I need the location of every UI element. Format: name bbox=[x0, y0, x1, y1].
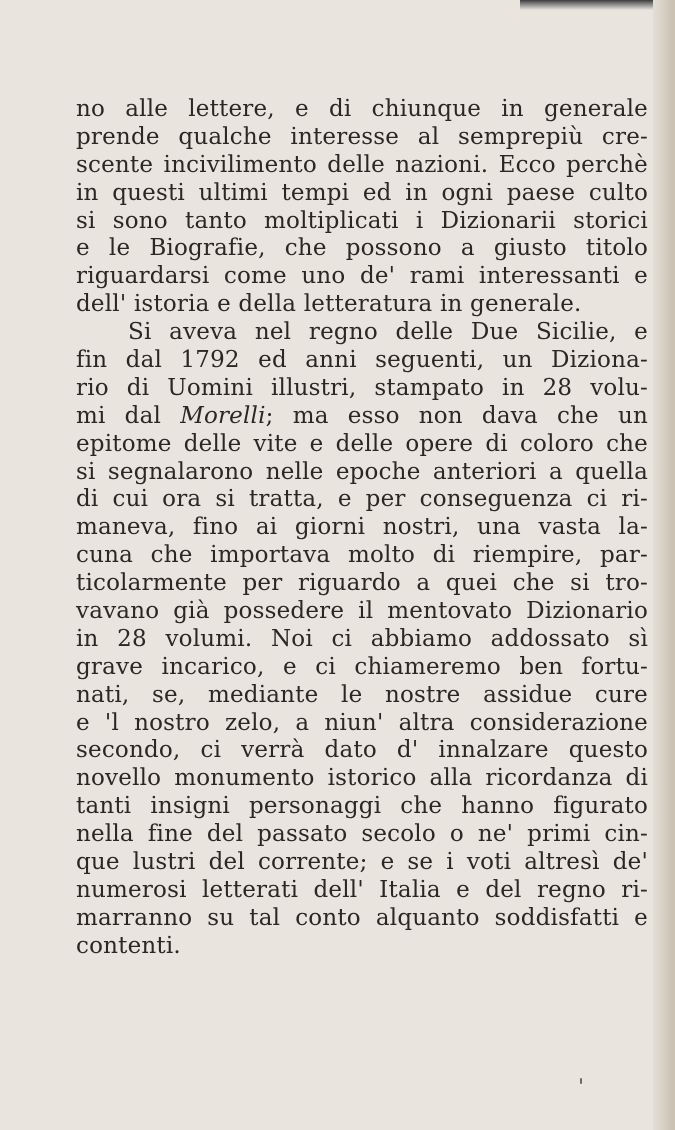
text-line: si sono tanto moltiplicati i Dizionarii storici bbox=[76, 207, 648, 234]
text-fragment: mi dal bbox=[76, 402, 181, 429]
text-line: no alle lettere, e di chiunque in generale bbox=[76, 96, 648, 122]
text-line: dell' istoria e della letteratura in generale. bbox=[76, 291, 582, 318]
page-speck bbox=[580, 1078, 582, 1084]
text-line: que lustri del corrente; e se i voti altresì de' bbox=[76, 849, 648, 876]
text-line bbox=[76, 403, 648, 431]
text-line: si segnalarono nelle epoche anteriori a quella bbox=[76, 458, 648, 485]
text-line: novello monumento istorico alla ricordanza di bbox=[76, 765, 648, 792]
page-right-edge bbox=[653, 0, 675, 1130]
text-line: secondo, ci verrà dato d' innalzare questo bbox=[76, 737, 648, 764]
text-line: marranno su tal conto alquanto soddisfatti e bbox=[76, 904, 648, 931]
text-line: tanti insigni personaggi che hanno figurato bbox=[76, 793, 648, 820]
text-line: grave incarico, e ci chiameremo ben fortu- bbox=[76, 653, 648, 680]
text-line: fin dal 1792 ed anni seguenti, un Diziona- bbox=[76, 347, 648, 374]
body-text bbox=[76, 96, 648, 961]
text-line: e 'l nostro zelo, a niun' altra considerazione bbox=[76, 709, 648, 736]
text-line: cuna che importava molto di riempire, par- bbox=[76, 542, 648, 569]
text-line: rio di Uomini illustri, stampato in 28 volu- bbox=[76, 374, 648, 401]
text-line: contenti. bbox=[76, 932, 181, 959]
text-line: nati, se, mediante le nostre assidue cure bbox=[76, 681, 648, 708]
top-edge-shadow bbox=[520, 0, 675, 10]
text-line: prende qualche interesse al semprepiù cre- bbox=[76, 123, 648, 150]
text-line: vavano già possedere il mentovato Dizionario bbox=[76, 598, 648, 625]
text-line: in 28 volumi. Noi ci abbiamo addossato sì bbox=[76, 625, 648, 652]
italic-name: Morelli bbox=[180, 402, 266, 429]
text-line: numerosi letterati dell' Italia e del regno ri- bbox=[76, 876, 648, 903]
text-line: maneva, fino ai giorni nostri, una vasta la- bbox=[76, 514, 648, 541]
text-line: scente incivilimento delle nazioni. Ecco perchè bbox=[76, 151, 648, 178]
text-line: ticolarmente per riguardo a quei che si tro- bbox=[76, 570, 648, 597]
text-line: in questi ultimi tempi ed in ogni paese culto bbox=[76, 179, 648, 206]
text-line: nella fine del passato secolo o ne' primi cin- bbox=[76, 821, 648, 848]
text-line: epitome delle vite e delle opere di coloro che bbox=[76, 430, 648, 457]
paragraph-start-line: Si aveva nel regno delle Due Sicilie, e bbox=[128, 319, 648, 346]
text-line: riguardarsi come uno de' rami interessanti e bbox=[76, 263, 648, 290]
text-line: di cui ora si tratta, e per conseguenza ci ri- bbox=[76, 486, 648, 513]
text-line: e le Biografie, che possono a giusto titolo bbox=[76, 235, 648, 262]
text-fragment: ; ma esso non dava che un bbox=[265, 402, 649, 429]
